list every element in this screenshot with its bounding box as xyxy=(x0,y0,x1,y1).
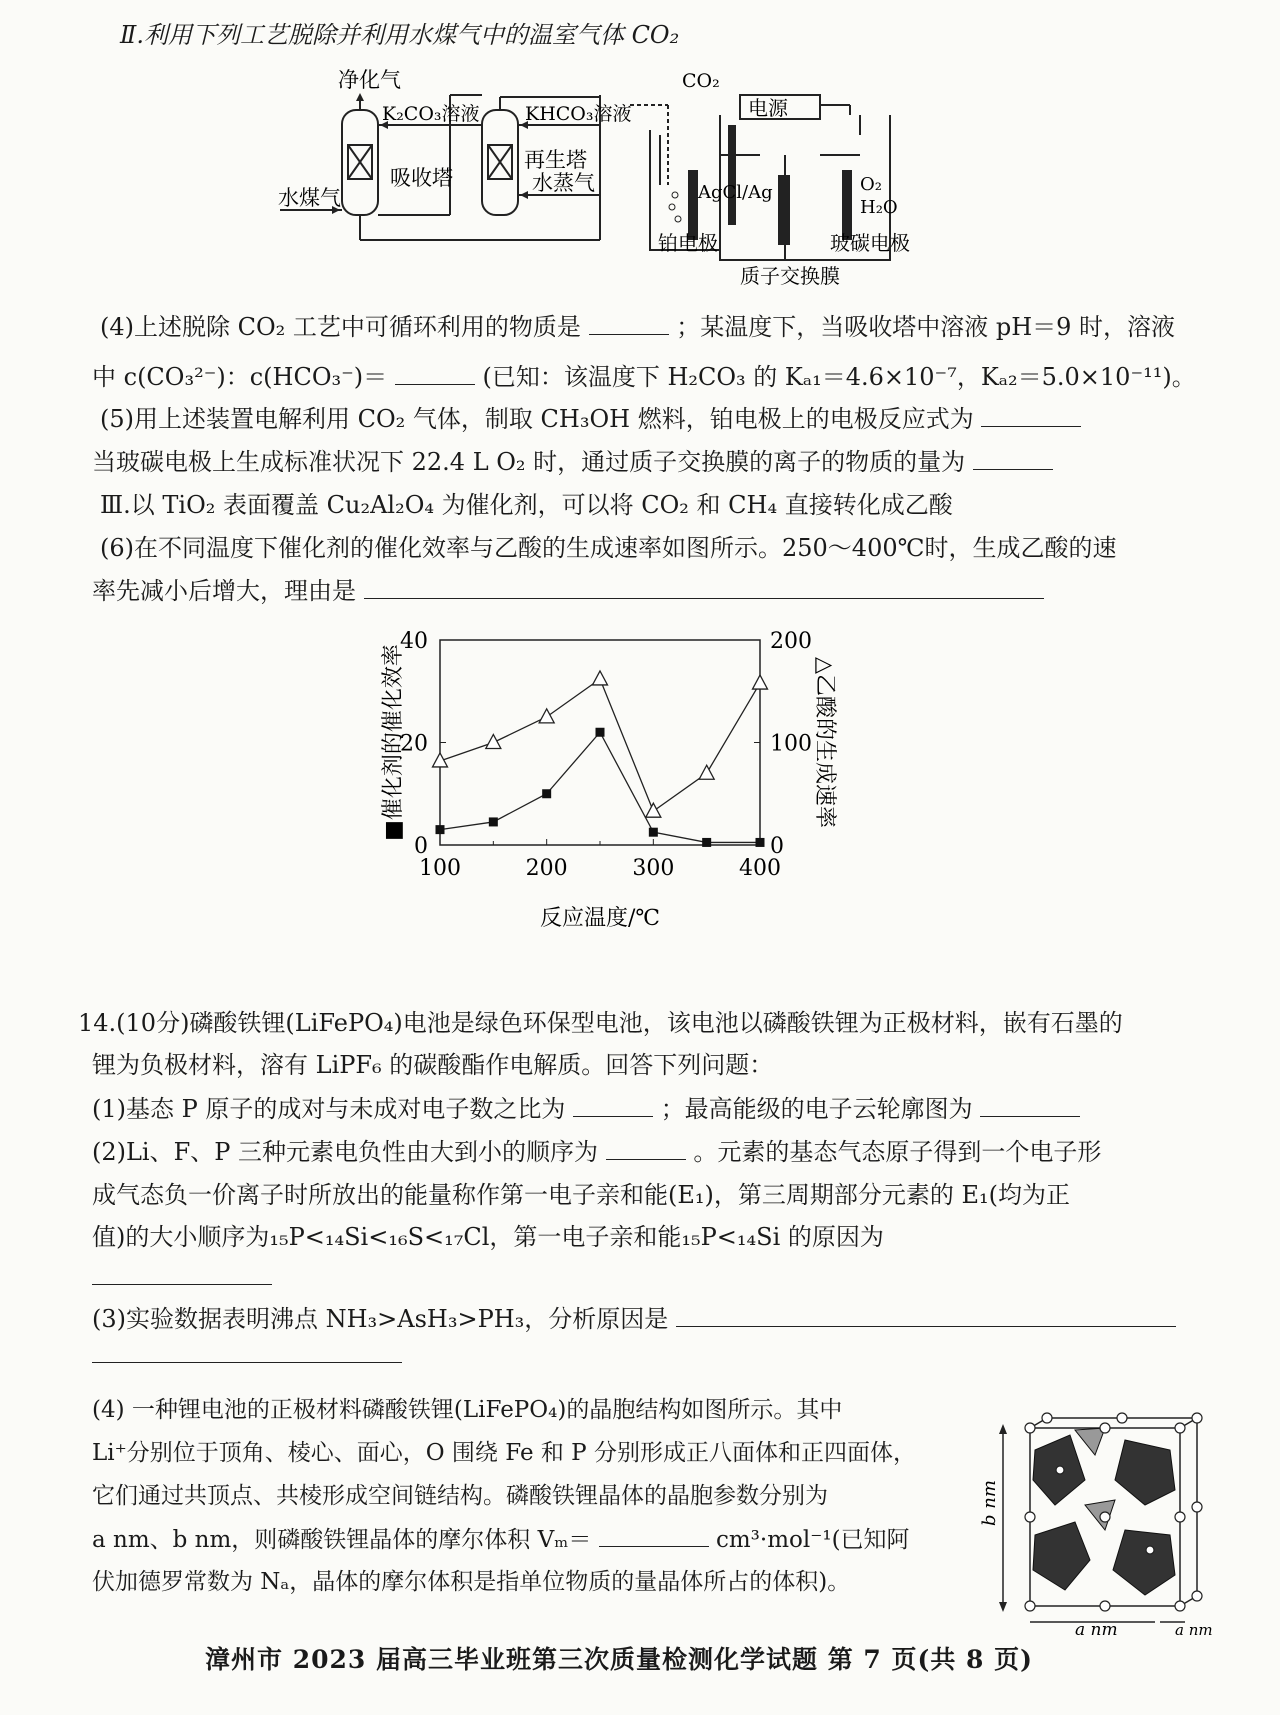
y-left-axis-label: ■催化剂的催化效率 xyxy=(381,644,406,841)
q14-blank-6[interactable] xyxy=(92,1340,402,1363)
q4-blank-1[interactable] xyxy=(589,312,669,335)
q6-line1: (6)在不同温度下催化剂的催化效率与乙酸的生成速率如图所示。250～400℃时，生成乙酸的速 xyxy=(100,534,1117,562)
water-gas-label: 水煤气 xyxy=(278,186,341,210)
crystal-b-label: b nm xyxy=(979,1480,1000,1526)
q14-p2-line2: 成气态负一价离子时所放出的能量称作第一电子亲和能(E₁)，第三周期部分元素的 E₁(均为正 xyxy=(92,1181,1070,1209)
q4-text-b: ；某温度下，当吸收塔中溶液 pH＝9 时，溶液 xyxy=(676,313,1176,341)
agcl-label: AgCl/Ag xyxy=(698,182,773,203)
q14-p4-line4 xyxy=(92,1524,910,1555)
q14-blank-5[interactable] xyxy=(676,1304,1176,1327)
crystal-a2-label: a nm xyxy=(1175,1621,1213,1639)
q14-p2-text-b: 。元素的基态气态原子得到一个电子形 xyxy=(693,1138,1102,1166)
q14-p3 xyxy=(92,1304,1176,1334)
y-right-tick-label: 100 xyxy=(770,731,812,757)
x-tick-label: 300 xyxy=(632,856,675,881)
q4-text-d: (已知：该温度下 H₂CO₃ 的 Kₐ₁＝4.6×10⁻⁷，Kₐ₂＝5.0×10⁻¹¹)。 xyxy=(482,363,1196,391)
q4-text-a: (4)上述脱除 CO₂ 工艺中可循环利用的物质是 xyxy=(100,313,581,341)
q5-blank-1[interactable] xyxy=(981,404,1081,427)
q14-p1-text-a: (1)基态 P 原子的成对与未成对电子数之比为 xyxy=(92,1095,566,1123)
q14-blank-4[interactable] xyxy=(92,1262,272,1285)
co2-label: CO₂ xyxy=(682,70,720,92)
q6-text: 率先减小后增大，理由是 xyxy=(92,577,356,605)
q5-text-b: 当玻碳电极上生成标准状况下 22.4 L O₂ 时，通过质子交换膜的离子的物质的量为 xyxy=(92,448,966,476)
x-tick-label: 400 xyxy=(739,856,781,881)
y-right-tick-label: 200 xyxy=(770,629,812,654)
q14-p2-line3: 值)的大小顺序为₁₅P<₁₄Si<₁₆S<₁₇Cl，第一电子亲和能₁₅P<₁₄Si 的原因为 xyxy=(92,1223,884,1251)
page-footer: 漳州市 2023 届高三毕业班第三次质量检测化学试题 第 7 页(共 8 页) xyxy=(205,1645,1033,1674)
q6-line2 xyxy=(92,576,1044,606)
k2co3-label: K₂CO₃溶液 xyxy=(382,103,480,125)
q5-line1 xyxy=(100,404,1081,434)
y-left-tick-label: 40 xyxy=(400,629,428,654)
q14-p4-line5: 伏加德罗常数为 Nₐ，晶体的摩尔体积是指单位物质的量晶体所占的体积)。 xyxy=(92,1569,851,1595)
triangle-point xyxy=(699,765,714,779)
triangle-point xyxy=(753,675,768,689)
section-3-heading: Ⅲ.以 TiO₂ 表面覆盖 Cu₂Al₂O₄ 为催化剂，可以将 CO₂ 和 CH₄ 直接转化成乙酸 xyxy=(100,491,953,519)
q14-p4-text-d: a nm、b nm，则磷酸铁锂晶体的摩尔体积 Vₘ＝ xyxy=(92,1527,592,1553)
section-2-heading: Ⅱ.利用下列工艺脱除并利用水煤气中的温室气体 CO₂ xyxy=(120,21,680,49)
y-left-tick-label: 20 xyxy=(400,731,428,757)
q14-p4-line1: (4) 一种锂电池的正极材料磷酸铁锂(LiFePO₄)的晶胞结构如图所示。其中 xyxy=(92,1397,843,1423)
khco3-label: KHCO₃溶液 xyxy=(525,103,632,125)
triangle-point xyxy=(593,671,608,685)
square-point xyxy=(649,828,658,837)
q14-p1 xyxy=(92,1094,1080,1124)
absorber-label: 吸收塔 xyxy=(390,166,453,190)
q14-p3-text: (3)实验数据表明沸点 NH₃>AsH₃>PH₃，分析原因是 xyxy=(92,1305,669,1333)
triangle-point xyxy=(539,709,554,723)
square-point xyxy=(542,789,551,798)
q14-p1-text-b: ；最高能级的电子云轮廓图为 xyxy=(660,1095,973,1123)
q14-p3-answer-line xyxy=(92,1340,402,1370)
x-tick-label: 200 xyxy=(525,856,568,881)
q14-p2-text-a: (2)Li、F、P 三种元素电负性由大到小的顺序为 xyxy=(92,1138,599,1166)
q5-blank-2[interactable] xyxy=(973,447,1053,470)
x-axis-label: 反应温度/℃ xyxy=(539,906,661,931)
crystal-a-label: a nm xyxy=(1075,1620,1118,1640)
q4-blank-2[interactable] xyxy=(395,362,475,385)
pt-electrode-label: 铂电极 xyxy=(658,231,718,255)
square-point xyxy=(489,817,498,826)
q6-blank[interactable] xyxy=(364,576,1044,599)
q14-p2 xyxy=(92,1137,1101,1167)
x-tick-label: 100 xyxy=(419,856,461,881)
q5-text-a: (5)用上述装置电解利用 CO₂ 气体，制取 CH₃OH 燃料，铂电极上的电极反应式为 xyxy=(100,405,974,433)
square-point xyxy=(756,838,765,847)
crystal-structure-figure xyxy=(979,1410,1230,1640)
q14-p4-text-e: cm³·mol⁻¹(已知阿 xyxy=(715,1527,910,1553)
q5-line2 xyxy=(92,447,1053,477)
purified-gas-label: 净化气 xyxy=(338,68,401,92)
q14-line1: 14.(10分)磷酸铁锂(LiFePO₄)电池是绿色环保型电池，该电池以磷酸铁锂为正极材料，嵌有石墨的 xyxy=(78,1009,1123,1037)
q14-blank-1[interactable] xyxy=(573,1094,653,1117)
steam-label: 水蒸气 xyxy=(532,171,595,195)
square-point xyxy=(436,825,445,834)
q14-p4-line3: 它们通过共顶点、共棱形成空间链结构。磷酸铁锂晶体的晶胞参数分别为 xyxy=(92,1483,828,1509)
glassy-carbon-label: 玻碳电极 xyxy=(830,231,910,255)
triangle-point xyxy=(433,753,448,767)
square-point xyxy=(702,838,711,847)
q14-p4-line2: Li⁺分别位于顶角、棱心、面心，O 围绕 Fe 和 P 分别形成正八面体和正四面体， xyxy=(92,1440,916,1466)
electrolysis-cell-diagram xyxy=(620,70,1000,290)
catalyst-chart xyxy=(370,620,950,990)
q4-text-c: 中 c(CO₃²⁻)：c(HCO₃⁻)＝ xyxy=(92,363,388,391)
q14-blank-7[interactable] xyxy=(599,1524,709,1547)
q14-blank-2[interactable] xyxy=(980,1094,1080,1117)
y-right-axis-label: △乙酸的生成速率 xyxy=(812,657,837,828)
q14-blank-3[interactable] xyxy=(606,1137,686,1160)
q4-line1 xyxy=(100,312,1175,342)
triangle-point xyxy=(486,735,501,749)
y-left-tick-label: 0 xyxy=(414,834,428,859)
square-point xyxy=(596,728,605,737)
regenerator-label: 再生塔 xyxy=(524,148,587,172)
power-label: 电源 xyxy=(748,96,788,120)
q4-line2 xyxy=(92,362,1196,392)
h2o-label: H₂O xyxy=(860,197,898,218)
triangle-point xyxy=(646,803,661,817)
o2-label: O₂ xyxy=(860,174,882,195)
q14-line2: 锂为负极材料，溶有 LiPF₆ 的碳酸酯作电解质。回答下列问题： xyxy=(92,1051,774,1079)
y-right-tick-label: 0 xyxy=(770,834,784,859)
membrane-label: 质子交换膜 xyxy=(740,264,840,288)
q14-p2-answer-line xyxy=(92,1262,272,1292)
